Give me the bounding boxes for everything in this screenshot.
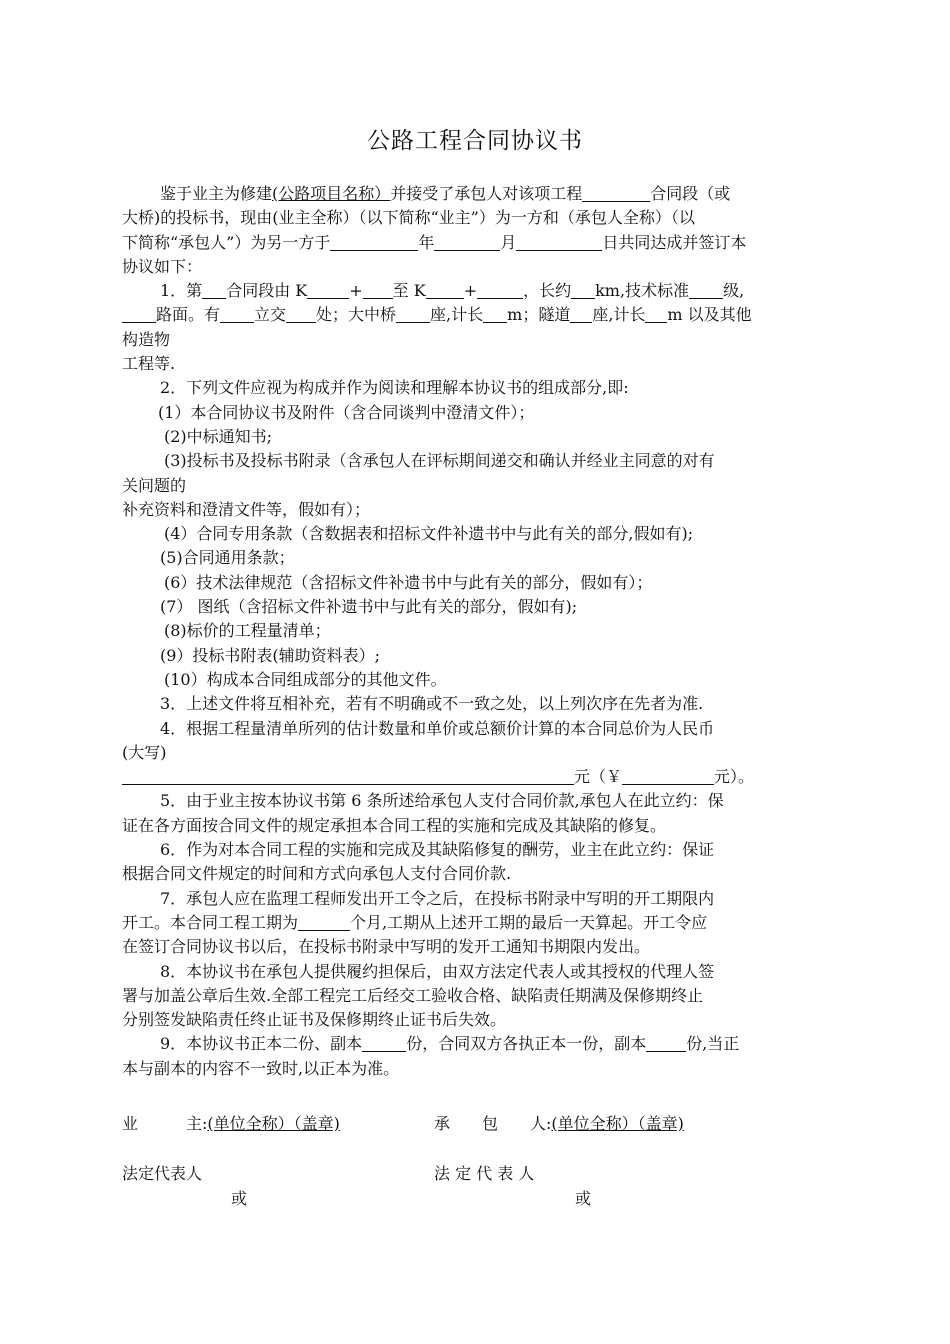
owner-value: (单位全称）（盖章) xyxy=(207,1114,340,1133)
amount-in-words-field xyxy=(122,768,574,785)
item-4-line-1: 4．根据工程量清单所列的估计数量和单价或总额价计算的本合同总价为人民币 xyxy=(160,718,715,738)
item-1-line-2 xyxy=(122,303,838,327)
item-7-line-2 xyxy=(122,911,838,935)
document-list-item: (10）构成本合同组成部分的其他文件。 xyxy=(164,669,447,689)
item-1-line-1 xyxy=(122,279,838,303)
item-text: m 以及其他 xyxy=(667,305,752,325)
item-4-line-2: (大写) xyxy=(122,742,167,762)
blank-field xyxy=(426,282,464,299)
intro-text: 鉴于业主为修建 xyxy=(160,184,273,203)
blank-field xyxy=(477,282,523,299)
contractor-label: 承 包 人: xyxy=(434,1114,552,1133)
item-5-line-1: 5．由于业主按本协议书第 6 条所述给承包人支付合同价款,承包人在此立约：保 xyxy=(160,791,724,811)
item-text: 级, xyxy=(723,281,745,301)
item-text: 开工。本合同工程工期为 xyxy=(122,912,299,932)
item-text: 个月,工期从上述开工期的最后一天算起。开工令应 xyxy=(350,912,708,932)
blank-field xyxy=(434,234,500,251)
document-list-item: (9）投标书附表(辅助资料表）; xyxy=(160,645,381,665)
contractor-or-label: 或 xyxy=(575,1189,592,1208)
project-name-field: (公路项目名称） xyxy=(272,184,391,203)
item-7-line-1: 7．承包人应在监理工程师发出开工令之后，在投标书附录中写明的开工期限内 xyxy=(160,888,715,908)
item-8-line-2: 署与加盖公章后生效.全部工程完工后经交工验收合格、缺陷责任期满及保修期终止 xyxy=(122,985,704,1005)
item-text: 座,计长 xyxy=(592,305,646,325)
contract-body xyxy=(122,182,838,1081)
item-text: km,技术标准 xyxy=(595,281,690,301)
blank-field xyxy=(483,306,507,323)
item-1-line-3: 构造物 xyxy=(122,329,171,349)
owner-label: 业 主: xyxy=(122,1114,208,1133)
blank-field xyxy=(571,282,595,299)
duration-field xyxy=(298,914,350,931)
item-4-line-3 xyxy=(122,765,838,789)
owner-legal-rep-label: 法定代表人 xyxy=(122,1164,203,1183)
intro-line-2: 大桥)的投标书，现由(业主全称）（以下简称“业主”）为一方和（承包人全称）（以 xyxy=(122,208,695,228)
intro-text: 合同段（或 xyxy=(650,184,731,203)
intro-line-4: 协议如下： xyxy=(122,256,203,276)
amount-in-figures-field xyxy=(622,768,714,785)
contractor-legal-rep-label: 法 定 代 表 人 xyxy=(434,1164,535,1183)
item-text: 元（￥ xyxy=(574,767,623,787)
item-text: + xyxy=(349,281,363,301)
intro-line-1 xyxy=(122,182,838,206)
item-2-heading: 2．下列文件应视为构成并作为阅读和理解本协议书的组成部分,即: xyxy=(160,378,629,398)
item-6-line-1: 6．作为对本合同工程的实施和完成及其缺陷修复的酬劳，业主在此立约：保证 xyxy=(160,840,715,860)
owner-signature-line xyxy=(122,1111,340,1134)
item-6-line-2: 根据合同文件规定的时间和方式向承包人支付合同价款. xyxy=(122,864,512,884)
blank-field xyxy=(582,185,650,202)
item-9-line-1 xyxy=(122,1032,838,1056)
document-list-item: (3)投标书及投标书附录（含承包人在评标期间递交和确认并经业主同意的对有 xyxy=(164,451,715,471)
item-text: 份，合同双方各执正本一份，副本 xyxy=(406,1034,647,1054)
blank-field xyxy=(122,306,156,323)
blank-field xyxy=(307,282,349,299)
intro-text: 月 xyxy=(500,232,517,252)
item-text: 9．本协议书正本二份、副本 xyxy=(160,1034,363,1054)
item-3: 3．上述文件将互相补充，若有不明确或不一致之处，以上列次序在先者为准. xyxy=(160,694,704,714)
blank-field xyxy=(646,1035,686,1052)
contractor-value: (单位全称）（盖章) xyxy=(551,1114,684,1133)
item-text: 座,计长 xyxy=(430,305,484,325)
document-list-item-cont: 补充资料和澄清文件等，假如有）； xyxy=(122,499,371,519)
item-1-line-4: 工程等. xyxy=(122,354,176,374)
item-8-line-3: 分别签发缺陷责任终止证书及保修期终止证书后失效。 xyxy=(122,1010,507,1030)
intro-text: 下简称“承包人”）为另一方于 xyxy=(122,232,331,252)
blank-field xyxy=(286,306,316,323)
item-text: 处；大中桥 xyxy=(316,305,397,325)
item-text: 1．第 xyxy=(160,281,203,301)
document-list-item-cont: 关问题的 xyxy=(122,475,187,495)
item-text: 元）。 xyxy=(714,767,755,787)
blank-field xyxy=(396,306,430,323)
document-list-item: (2)中标通知书; xyxy=(164,426,273,446)
item-text: 路面。有 xyxy=(156,305,221,325)
blank-field xyxy=(570,306,592,323)
item-text: 立交 xyxy=(254,305,287,325)
item-text: 合同段由 K xyxy=(226,281,308,301)
item-9-line-2: 本与副本的内容不一致时,以正本为准。 xyxy=(122,1058,400,1078)
item-8-line-1: 8．本协议书在承包人提供履约担保后，由双方法定代表人或其授权的代理人签 xyxy=(160,961,715,981)
document-list-item: (1）本合同协议书及附件（含合同谈判中澄清文件）； xyxy=(158,402,535,422)
blank-field xyxy=(689,282,723,299)
document-list-item: (6）技术法律规范（含招标文件补遗书中与此有关的部分，假如有）； xyxy=(164,572,653,592)
item-7-line-3: 在签订合同协议书以后，在投标书附录中写明的发开工通知书期限内发出。 xyxy=(122,937,651,957)
intro-line-3 xyxy=(122,231,838,255)
intro-text: 日共同达成并签订本 xyxy=(602,232,747,252)
blank-field xyxy=(362,1035,406,1052)
item-5-line-2: 证在各方面按合同文件的规定承担本合同工程的实施和完成及其缺陷的修复。 xyxy=(122,815,667,835)
blank-field xyxy=(516,234,602,251)
blank-field xyxy=(220,306,254,323)
document-list-item: (5)合同通用条款； xyxy=(160,548,295,568)
document-list-item: (8)标价的工程量清单； xyxy=(164,621,331,641)
intro-text: 年 xyxy=(418,232,435,252)
item-text: 至 K xyxy=(392,281,426,301)
blank-field xyxy=(645,306,667,323)
item-text: + xyxy=(463,281,478,301)
blank-field xyxy=(202,282,226,299)
document-title: 公路工程合同协议书 xyxy=(367,128,583,154)
intro-text: 并接受了承包人对该项工程 xyxy=(390,184,583,203)
contractor-signature-line xyxy=(434,1111,684,1134)
item-text: 份,当正 xyxy=(686,1034,740,1054)
item-text: m；隧道 xyxy=(507,305,571,325)
owner-or-label: 或 xyxy=(231,1189,248,1208)
item-text: ，长约 xyxy=(523,281,572,301)
blank-field xyxy=(363,282,393,299)
document-list-item: (7） 图纸（含招标文件补遗书中与此有关的部分，假如有); xyxy=(160,597,578,617)
document-list-item: (4）合同专用条款（含数据表和招标文件补遗书中与此有关的部分,假如有); xyxy=(164,524,694,544)
blank-field xyxy=(330,234,418,251)
